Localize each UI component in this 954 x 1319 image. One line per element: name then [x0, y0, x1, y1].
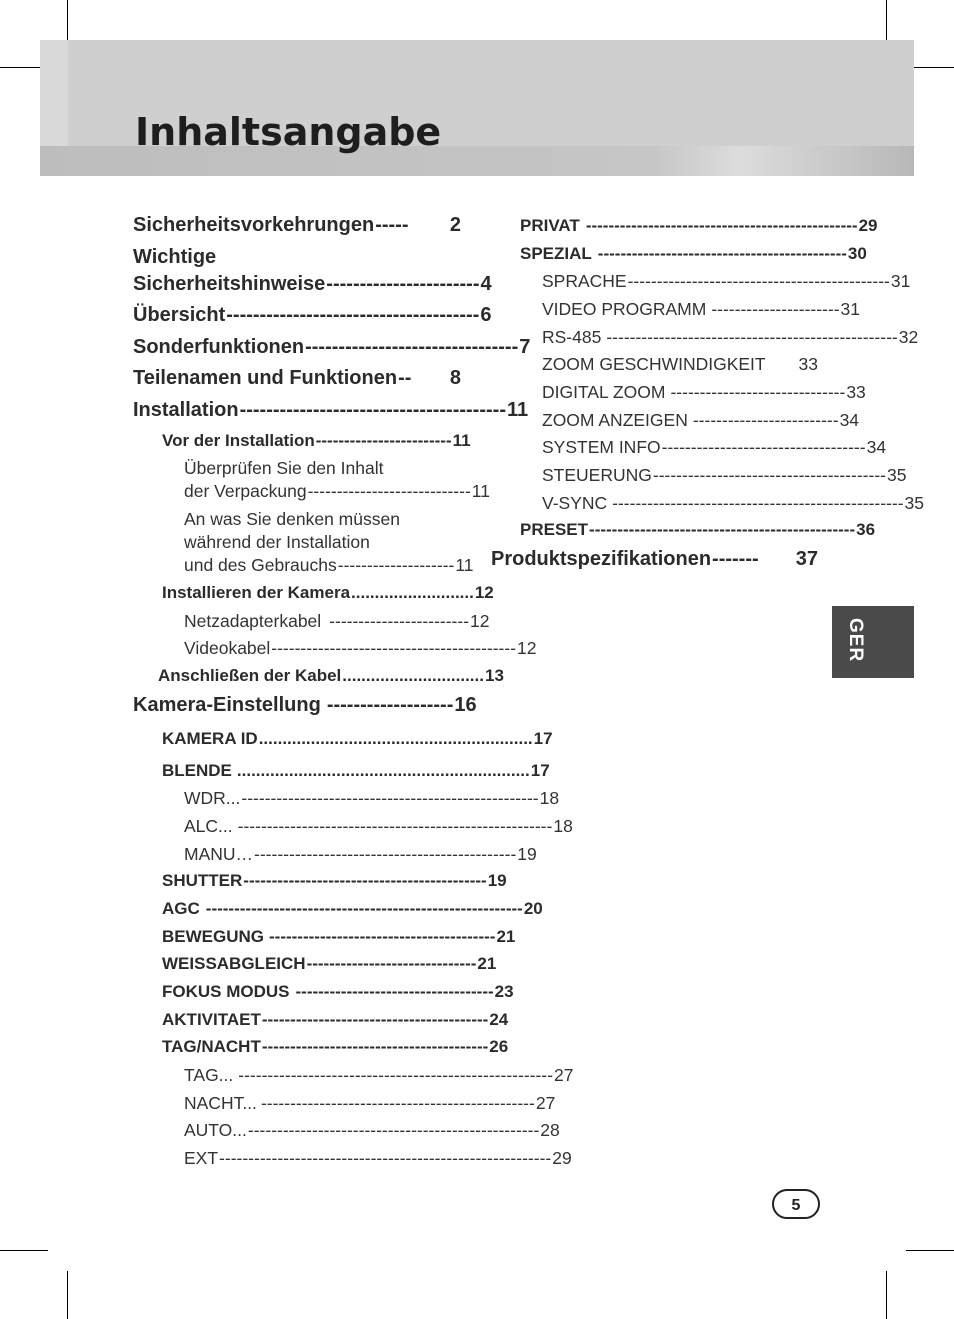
toc-entry-line: An was Sie denken müssen [184, 509, 400, 529]
toc-entry[interactable]: PRESET ----------------------------------------------- 36 [520, 520, 876, 539]
toc-entry[interactable]: ALC... ------------------------------------------------------ 18 [184, 816, 573, 836]
toc-entry[interactable]: STEUERUNG ---------------------------------------- 35 [542, 465, 907, 485]
toc-entry[interactable]: und des Gebrauchs -------------------- 11 [184, 555, 474, 575]
toc-entry[interactable]: SPEZIAL -------------------------------------------- 30 [520, 244, 867, 263]
toc-entry[interactable]: ZOOM ANZEIGEN ------------------------- 34 [542, 410, 860, 430]
crop-mark [906, 1250, 954, 1251]
toc-entry[interactable]: Sicherheitsvorkehrungen ----- 2 [133, 214, 461, 236]
toc-entry[interactable]: Kamera-Einstellung ------------------- 16 [133, 694, 477, 716]
toc-entry[interactable]: NACHT... ----------------------------------------------- 27 [184, 1093, 556, 1113]
toc-entry[interactable]: WEISSABGLEICH ------------------------------ 21 [162, 954, 497, 973]
crop-mark [67, 1271, 68, 1319]
toc-entry[interactable]: MANU… --------------------------------------------- 19 [184, 844, 537, 864]
toc-entry[interactable]: Sonderfunktionen -------------------------------- 7 [133, 336, 531, 358]
toc-entry[interactable]: AUTO... -------------------------------------------------- 28 [184, 1120, 560, 1140]
toc-entry[interactable]: Produktspezifikationen ------- 37 [491, 548, 818, 570]
toc-entry-line: Überprüfen Sie den Inhalt [184, 458, 384, 478]
toc-entry[interactable]: VIDEO PROGRAMM ---------------------- 31 [542, 299, 861, 319]
toc-entry[interactable]: Netzadapterkabel ------------------------ 12 [184, 611, 490, 631]
toc-entry[interactable]: Übersicht -------------------------------------- 6 [133, 304, 492, 326]
page-title: Inhaltsangabe [135, 110, 442, 154]
toc-entry[interactable]: Installation ---------------------------------------- 11 [133, 399, 529, 421]
toc-entry[interactable]: Installieren der Kamera .......................... 12 [162, 583, 494, 602]
toc-entry[interactable]: FOKUS MODUS ----------------------------------- 23 [162, 982, 514, 1001]
crop-mark [886, 1271, 887, 1319]
toc-entry[interactable]: PRIVAT ------------------------------------------------ 29 [520, 216, 878, 235]
toc-entry[interactable]: V-SYNC -------------------------------------------------- 35 [542, 493, 925, 513]
toc-entry[interactable]: der Verpackung ---------------------------- 11 [184, 481, 490, 501]
toc-entry[interactable]: BEWEGUNG ---------------------------------------- 21 [162, 927, 516, 946]
toc-entry[interactable]: Teilenamen und Funktionen -- 8 [133, 367, 461, 389]
toc-entry[interactable]: TAG/NACHT ---------------------------------------- 26 [162, 1037, 509, 1056]
toc-entry[interactable]: Videokabel ------------------------------------------ 12 [184, 638, 537, 658]
toc-entry[interactable]: AGC -------------------------------------------------------- 20 [162, 899, 543, 918]
toc-entry[interactable]: TAG... ------------------------------------------------------ 27 [184, 1065, 574, 1085]
crop-mark [0, 1250, 48, 1251]
language-tab[interactable] [832, 606, 914, 678]
toc-entry[interactable]: AKTIVITAET ---------------------------------------- 24 [162, 1010, 509, 1029]
toc-entry[interactable]: RS-485 -------------------------------------------------- 32 [542, 327, 919, 347]
toc-entry[interactable]: SYSTEM INFO ----------------------------------- 34 [542, 437, 887, 457]
toc-entry[interactable]: ZOOM GESCHWINDIGKEIT 33 [542, 354, 818, 374]
toc-entry[interactable]: Sicherheitshinweise ----------------------- 4 [133, 273, 492, 295]
toc-entry[interactable]: KAMERA ID .......................................................... 17 [162, 729, 553, 748]
language-tab-label: GER [845, 618, 866, 663]
toc-entry-line: während der Installation [184, 532, 370, 552]
toc-entry[interactable]: Anschließen der Kabel .............................. 13 [158, 666, 504, 685]
toc-entry[interactable]: SPRACHE --------------------------------------------- 31 [542, 271, 911, 291]
toc-entry[interactable]: EXT --------------------------------------------------------- 29 [184, 1148, 572, 1168]
toc-entry[interactable]: BLENDE .............................................................. 17 [162, 761, 550, 780]
toc-entry[interactable]: WDR... --------------------------------------------------- 18 [184, 788, 560, 808]
toc-entry[interactable]: Vor der Installation ------------------------ 11 [162, 431, 471, 450]
toc-entry-line: Wichtige [133, 246, 217, 268]
toc-entry[interactable]: SHUTTER ------------------------------------------- 19 [162, 871, 507, 890]
header-band [40, 40, 914, 176]
toc-entry[interactable]: DIGITAL ZOOM ------------------------------ 33 [542, 382, 866, 402]
page-number: 5 [772, 1189, 820, 1219]
